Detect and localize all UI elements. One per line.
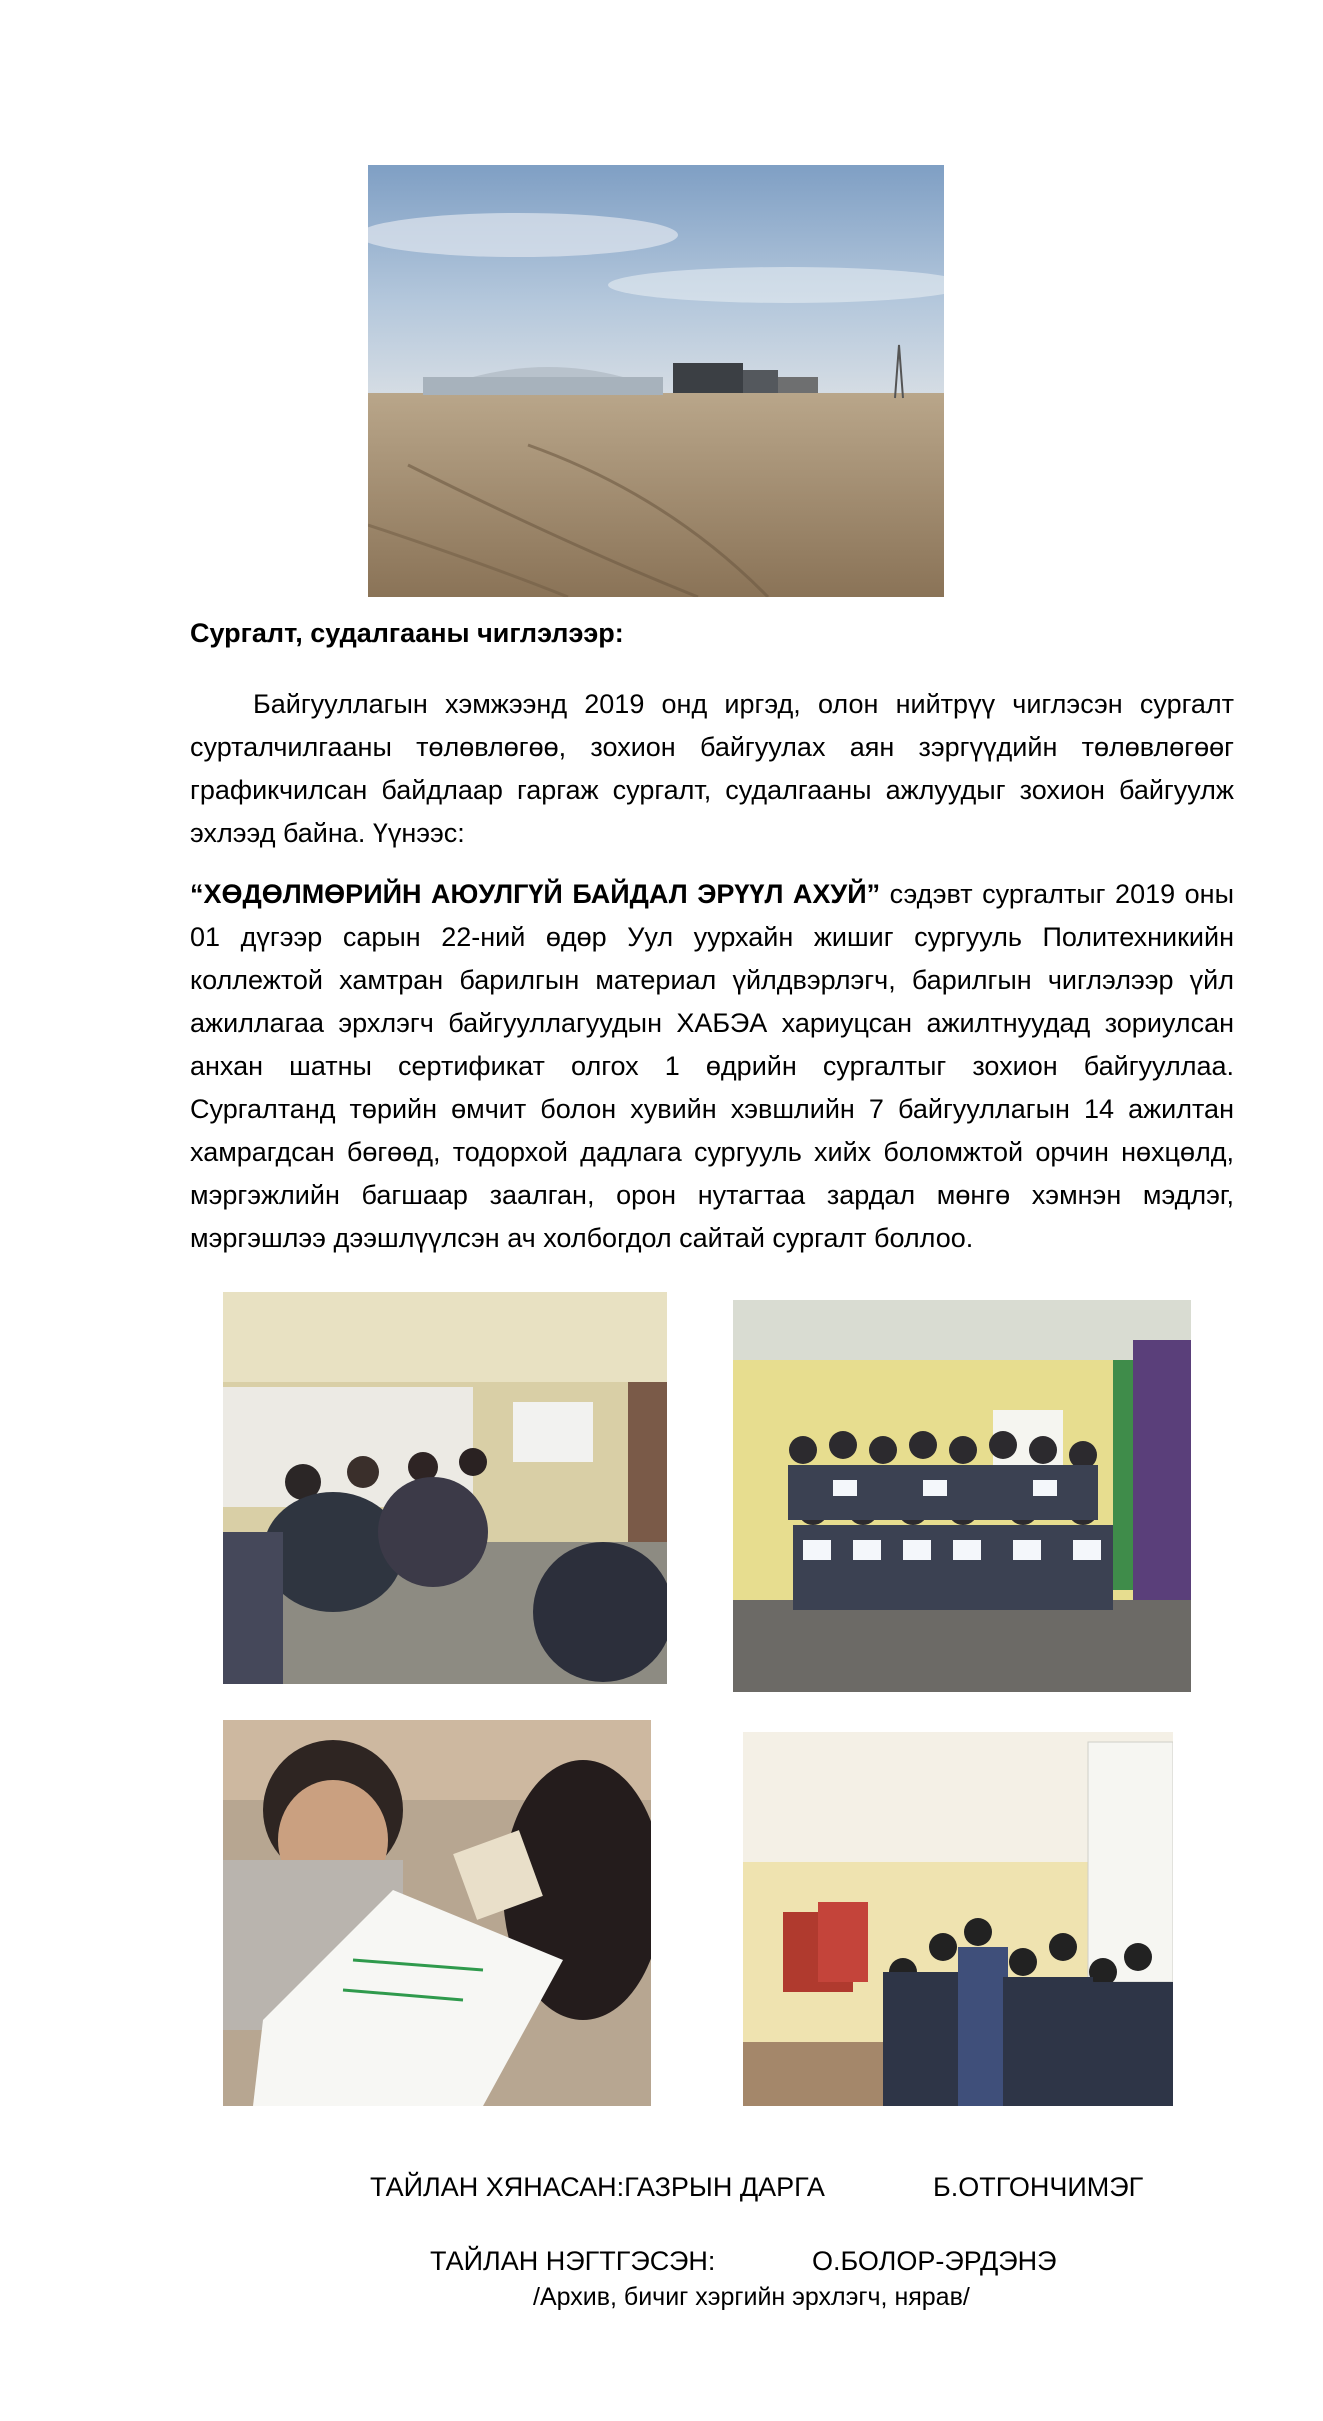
fire-safety-photo	[743, 1732, 1173, 2106]
reviewed-by-name: Б.ОТГОНЧИМЭГ	[933, 2172, 1144, 2202]
paragraph-training	[190, 873, 1234, 1260]
paragraph-intro: Байгууллагын хэмжээнд 2019 онд иргэд, олон нийтрүү чиглэсэн сургалт сурталчилгааны төлөвлөгөө, зохион байгуулах аян зэргүүдийн төлөвлөгөөг графикчилсан байдлаар гаргаж сургалт, судалгааны ажлуудыг зохион байгуулж эхлээд байна. Үүнээс:	[190, 689, 1234, 848]
training-title: “ХӨДӨЛМӨРИЙН АЮУЛГҮЙ БАЙДАЛ ЭРҮҮЛ АХУЙ”	[190, 879, 881, 909]
flipchart-photo	[223, 1720, 651, 2106]
group-certificates-photo	[733, 1300, 1191, 1692]
landscape-photo	[368, 165, 944, 597]
reviewed-by-label: ТАЙЛАН ХЯНАСАН:ГАЗРЫН ДАРГА	[370, 2172, 825, 2202]
training-body: сэдэвт сургалтыг 2019 оны 01 дүгээр сарын 22-ний өдөр Уул уурхайн жишиг сургууль Политехникийн коллежтой хамтран барилгын материал үйлдвэрлэгч, барилгын чиглэлээр үйл ажиллагаа эрхлэгч байгууллагуудын ХАБЭА хариуцсан ажилтнуудад зориулсан анхан шатны сертификат олгох 1 өдрийн сургалтыг зохион байгууллаа. Сургалтанд төрийн өмчит болон хувийн хэвшлийн 7 байгууллагын 14 ажилтан хамрагдсан бөгөөд, тодорхой дадлага сургууль хийх боломжтой орчин нөхцөлд, мэргэжлийн багшаар заалган, орон нутагтаа зардал мөнгө хэмнэн мэдлэг, мэргэшлээ дээшлүүлсэн ач холбогдол сайтай сургалт боллоо.	[190, 879, 1234, 1253]
compiled-by-role: /Архив, бичиг хэргийн эрхлэгч, нярав/	[533, 2283, 970, 2311]
classroom-photo	[223, 1292, 667, 1684]
compiled-by-name: О.БОЛОР-ЭРДЭНЭ	[812, 2246, 1057, 2276]
section-heading: Сургалт, судалгааны чиглэлээр:	[190, 618, 624, 648]
compiled-by-label: ТАЙЛАН НЭГТГЭСЭН:	[430, 2246, 716, 2276]
